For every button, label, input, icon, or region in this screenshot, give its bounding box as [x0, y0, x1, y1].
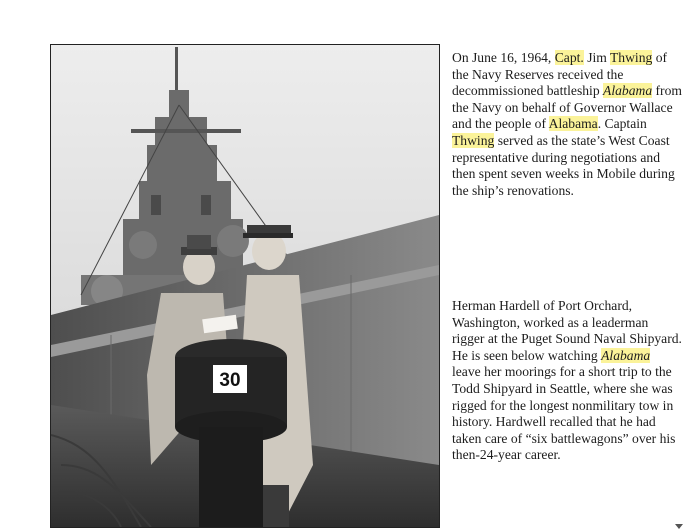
caption-text-span: leave her moorings for a short trip to the Todd Shipyard in Seattle, where she was rigged for the longest nonmilitary tow in history. Hardwell recalled that he had taken care of “six battlewagons” over his then-24-year career.	[452, 364, 676, 463]
caption-text-span: Alabama	[601, 347, 651, 363]
caption-text-span: of the Navy Reserves received the decommissioned battleship	[452, 50, 668, 99]
caption-text-span: Herman Hardell of Port Orchard, Washington, worked as a leaderman rigger at the Puget Sound Naval Shipyard. He is seen below watching	[452, 298, 682, 363]
bollard-number: 30	[219, 370, 241, 391]
caption-text-span: from the Navy on behalf of Governor Wallace and the people of	[452, 83, 682, 132]
historical-photo	[50, 44, 440, 528]
caption-text-span: Jim	[583, 50, 610, 65]
caption-text-span: Thwing	[610, 50, 653, 65]
caption-text-span: On June 16, 1964,	[452, 50, 555, 65]
scroll-indicator-icon[interactable]	[675, 524, 683, 529]
caption-text-span: Thwing	[452, 132, 495, 148]
caption-text-span: served as the state’s West Coast representative during negotiations and then spent seven weeks in Mobile during the ship’s renovations.	[452, 132, 675, 198]
caption-text-span: Capt.	[554, 50, 584, 65]
battleship-photo-illustration	[51, 45, 439, 527]
caption-text-span: Alabama	[548, 116, 598, 132]
caption-top	[452, 50, 682, 199]
caption-text-span: Alabama	[603, 83, 653, 99]
caption-text-span: . Captain	[597, 116, 647, 132]
caption-bottom	[452, 298, 682, 464]
